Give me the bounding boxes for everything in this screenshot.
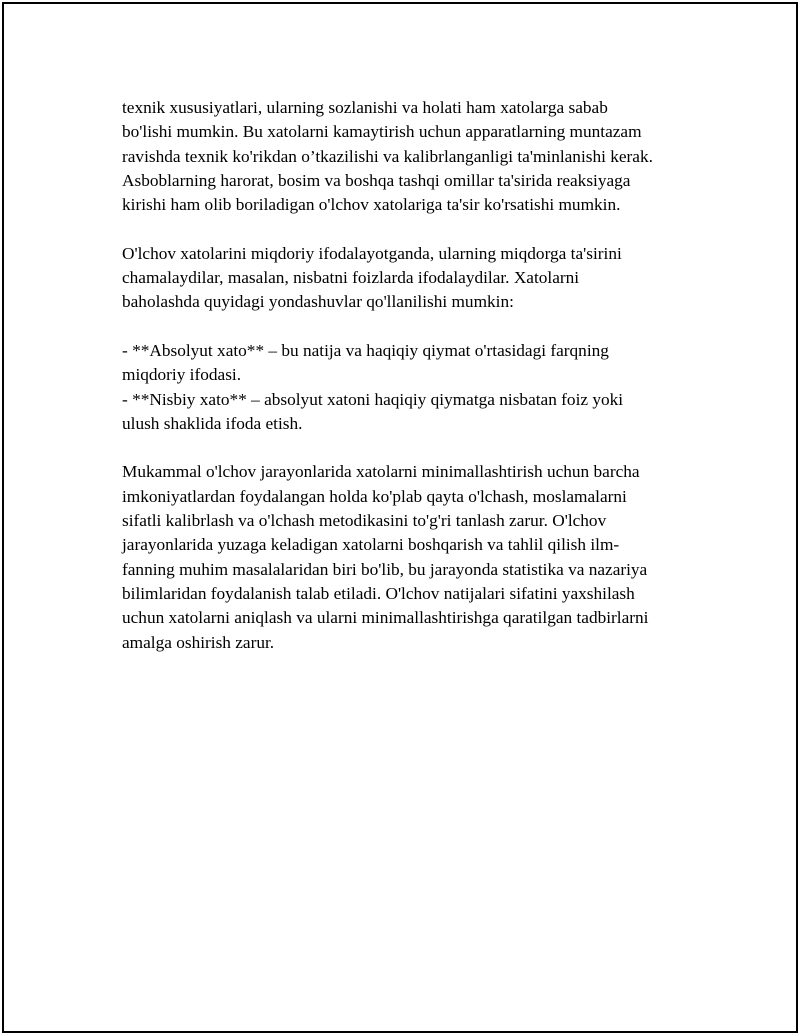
text-line: Mukammal o'lchov jarayonlarida xatolarni minimallashtirish uchun barcha	[122, 462, 640, 482]
text-line: uchun xatolarni aniqlash va ularni minimallashtirishga qaratilgan tadbirlarni	[122, 608, 649, 628]
text-line: baholashda quyidagi yondashuvlar qo'llanilishi mumkin:	[122, 292, 514, 312]
text-line: texnik xususiyatlari, ularning sozlanishi va holati ham xatolarga sabab	[122, 98, 608, 117]
text-line: bo'lishi mumkin. Bu xatolarni kamaytirish uchun apparatlarning muntazam	[122, 122, 642, 142]
text-line: chamalaydilar, masalan, nisbatni foizlarda ifodalaydilar. Xatolarni	[122, 268, 580, 288]
text-line: amalga oshirish zarur.	[122, 632, 275, 652]
paragraph-spacer	[122, 436, 697, 460]
text-line: imkoniyatlardan foydalangan holda ko'plab qayta o'lchash, moslamalarni	[122, 486, 627, 506]
paragraph-minimizing-errors	[122, 460, 697, 654]
paragraph-technical-causes	[122, 96, 697, 217]
text-line: kirishi ham olib boriladigan o'lchov xatolariga ta'sir ko'rsatishi mumkin.	[122, 195, 621, 215]
text-line: Asboblarning harorat, bosim va boshqa tashqi omillar ta'sirida reaksiyaga	[122, 170, 631, 190]
error-types-list	[122, 339, 697, 436]
document-body	[122, 96, 697, 655]
page-border	[2, 2, 798, 1033]
text-line: jarayonlarida yuzaga keladigan xatolarni boshqarish va tahlil qilish ilm-	[122, 535, 620, 555]
paragraph-spacer	[122, 315, 697, 339]
list-item-absolute-error: - **Absolyut xato** – bu natija va haqiqiy qiymat o'rtasidagi farqning	[122, 340, 609, 360]
list-item-absolute-error-cont: miqdoriy ifodasi.	[122, 365, 242, 385]
text-line: bilimlaridan foydalanish talab etiladi. O'lchov natijalari sifatini yaxshilash	[122, 583, 635, 603]
list-item-relative-error: - **Nisbiy xato** – absolyut xatoni haqiqiy qiymatga nisbatan foiz yoki	[122, 389, 624, 409]
text-line: fanning muhim masalalaridan biri bo'lib, bu jarayonda statistika va nazariya	[122, 559, 648, 579]
text-line: sifatli kalibrlash va o'lchash metodikasini to'g'ri tanlash zarur. O'lchov	[122, 511, 607, 531]
text-line: ravishda texnik ko'rikdan o’tkazilishi va kalibrlanganligi ta'minlanishi kerak.	[122, 146, 653, 166]
paragraph-spacer	[122, 217, 697, 241]
text-line: O'lchov xatolarini miqdoriy ifodalayotganda, ularning miqdorga ta'sirini	[122, 243, 622, 263]
paragraph-quantifying-errors	[122, 242, 697, 315]
list-item-relative-error-cont: ulush shaklida ifoda etish.	[122, 413, 303, 433]
